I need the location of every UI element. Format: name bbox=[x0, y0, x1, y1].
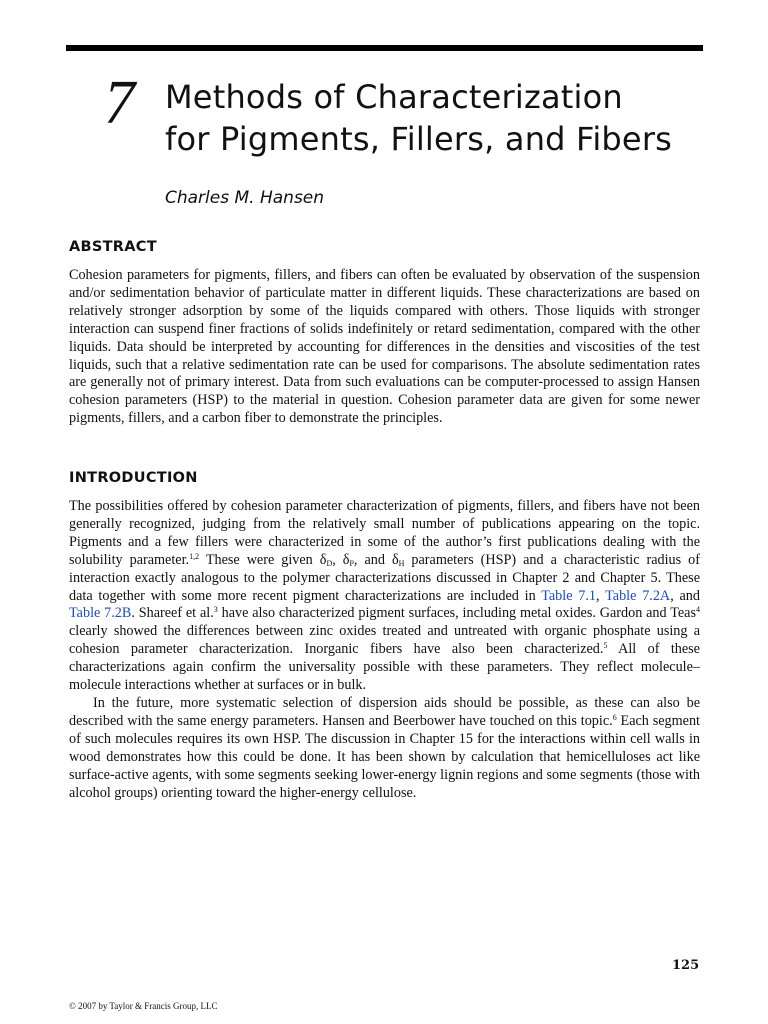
ref-3: 3 bbox=[213, 605, 218, 615]
ref-4: 4 bbox=[696, 605, 700, 615]
page-number: 125 bbox=[672, 958, 700, 973]
top-rule bbox=[66, 45, 703, 51]
chapter-title-line-1: Methods of Characterization bbox=[165, 78, 623, 116]
abstract-heading: ABSTRACT bbox=[69, 239, 157, 255]
ref-5: 5 bbox=[603, 641, 608, 651]
link-table-7-1[interactable]: Table 7.1 bbox=[541, 587, 597, 604]
abstract-text: Cohesion parameters for pigments, fillers, and fibers can often be evaluated by observation of the suspension and/or sedimentation behavior of particulate matter in different liquids. These characterizations are based on relatively stronger adsorption by some of the liquids compared with others. Those liquids with stronger interaction can suspend finer fractions of solids indefinitely or retard sedimentation, compared with the other liquids. Data should be interpreted by accounting for differences in the densities and viscosities of the test liquids, such that a relative sedimentation rate can be used for comparisons. The absolute sedimentation rates are generally not of primary interest. Data from such evaluations can be computer-processed to assign Hansen cohesion parameters (HSP) to the material in question. Cohesion parameter data are given for some newer pigments, fillers, and a carbon fiber to demonstrate the principles. bbox=[69, 267, 700, 427]
introduction-heading: INTRODUCTION bbox=[69, 470, 198, 486]
ref-1-2: 1,2 bbox=[189, 551, 200, 561]
ref-6: 6 bbox=[612, 712, 617, 722]
chapter-title-line-2: for Pigments, Fillers, and Fibers bbox=[165, 120, 673, 158]
introduction-paragraph-2: In the future, more systematic selection of dispersion aids should be possible, as these can also be described with the same energy parameters. Hansen and Beerbower have touched on this topic.$^6$ Each segment of such molecules requires its own HSP. The discussion in Chapter 15 for the interactions within cell walls in wood demonstrates how this could be done. It has been shown by calculation that hemicelluloses act like surface-active agents, with some segments seeking lower-energy lignin regions and some segments (those with alcohol groups) orienting toward the higher-energy cellulose. bbox=[69, 694, 701, 801]
introduction-paragraph-1: The possibilities offered by cohesion parameter characterization of pigments, fillers, and fibers have not been generally recognized, judging from the relatively small number of publications appearing on the topic. Pigments and a few fillers were characterized in some of the author’s first publications dealing with the solubility parameter.$^{1,2}$ These were given $\delta_D$, $\delta_P$, and $\delta_H$ parameters (HSP) and a characteristic radius of interaction exactly analogous to the polymer characterizations discussed in Chapter 2 and Chapter 5. These data together with some more recent pigment characterizations are included in Table 7.1, Table 7.2A, and Table 7.2B. Shareef et al.$^3$ have also characterized pigment surfaces, including metal oxides. Gardon and Teas$^4$ clearly showed the differences between zinc oxides treated and untreated with organic phosphate using a cohesion parameter characterization. Inorganic fibers have also been characterized.$^5$ All of these characterizations again confirm the universality possible with these parameters. They reflect molecule–molecule interactions whether at surfaces or in bulk. bbox=[69, 498, 700, 694]
chapter-title bbox=[165, 76, 725, 160]
link-table-7-2b[interactable]: Table 7.2B bbox=[69, 605, 132, 622]
copyright-notice: © 2007 by Taylor & Francis Group, LLC bbox=[69, 1001, 218, 1011]
author: Charles M. Hansen bbox=[165, 188, 325, 208]
link-table-7-2a[interactable]: Table 7.2A bbox=[605, 587, 671, 604]
introduction-body bbox=[69, 498, 700, 802]
chapter-number: 7 bbox=[104, 69, 135, 137]
